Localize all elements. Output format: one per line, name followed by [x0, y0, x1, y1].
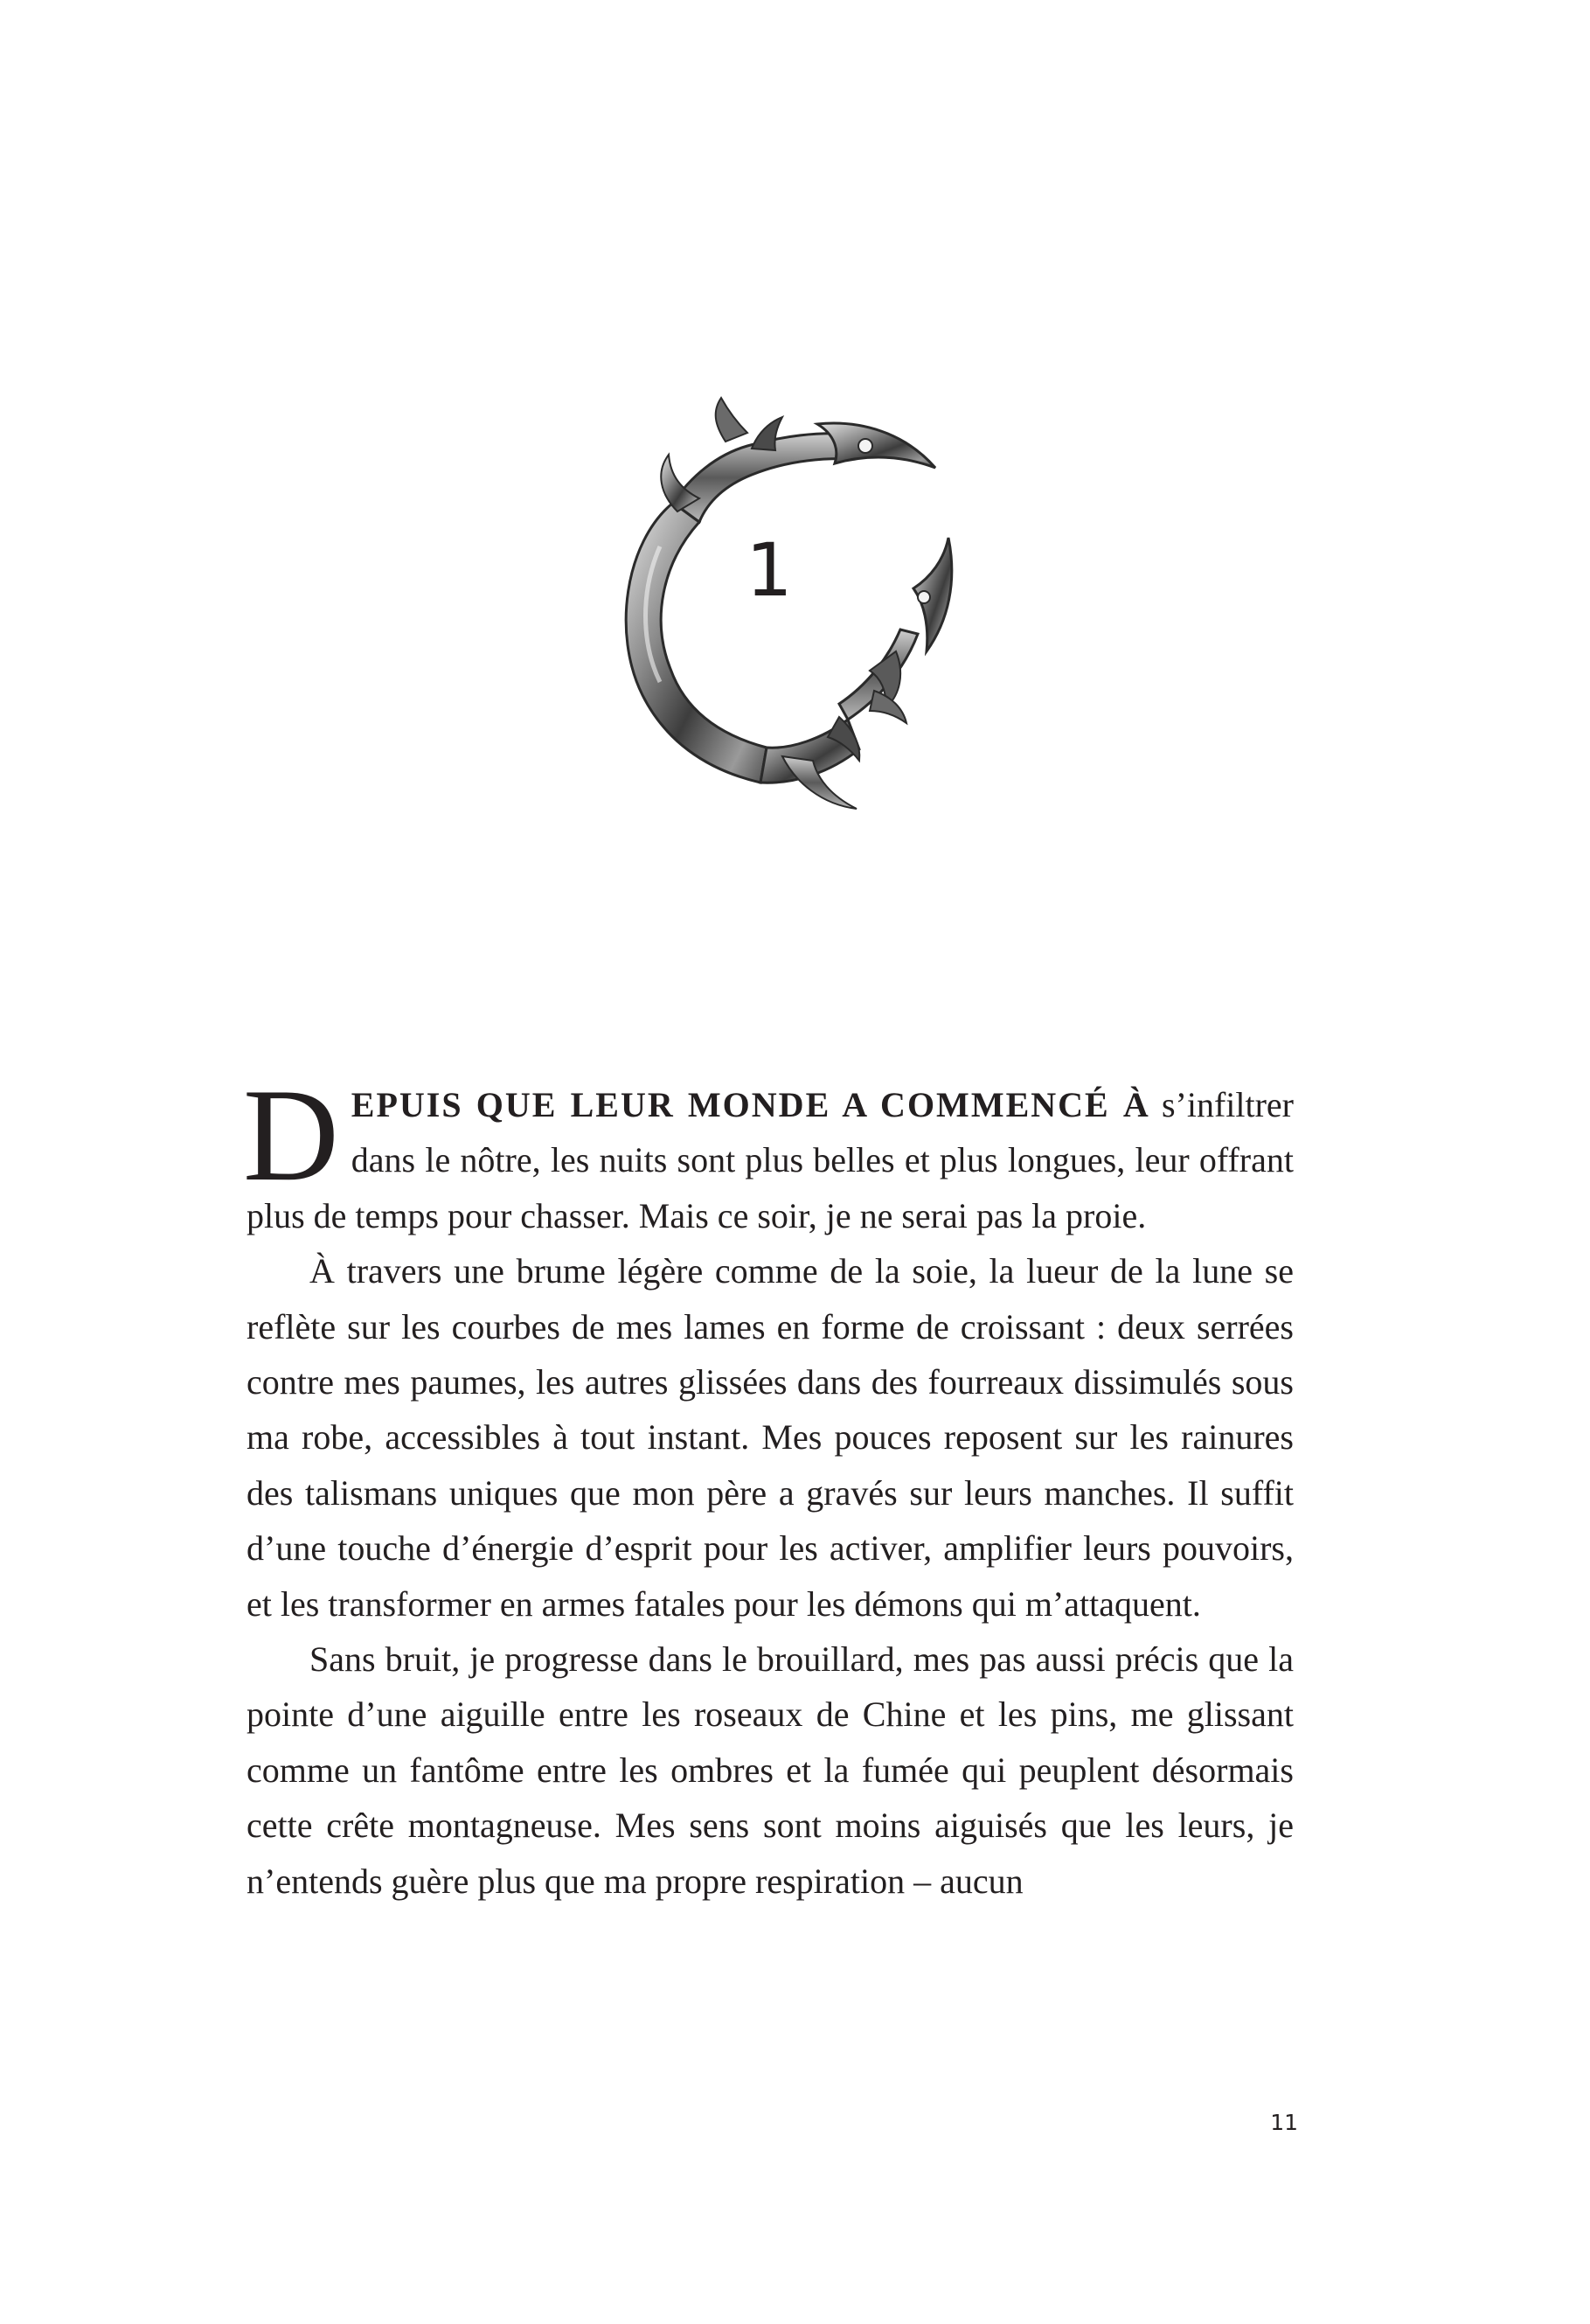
paragraph-1 — [243, 1061, 1294, 1243]
chapter-number: 1 — [746, 527, 793, 613]
paragraph-1-text: s’infiltrer dans le nôtre, les nuits sont plus belles et plus longues, leur offrant plus de temps pour chasser. Mais ce soir, je ne serai pas la proie. — [246, 1085, 1294, 1235]
paragraph-3: Sans bruit, je progresse dans le brouillard, mes pas aussi précis que la pointe d’une aiguille entre les roseaux de Chine et les pins, me glissant comme un fantôme entre les ombres et la fumée qui peuplent désormais cette crête montagneuse. Mes sens sont moins aiguisés que les leurs, je n’entends guère plus que ma propre respiration – aucun — [246, 1639, 1294, 1901]
lead-in-smallcaps: EPUIS QUE LEUR MONDE A COMMENCÉ À — [351, 1085, 1150, 1124]
paragraph-2: À travers une brume légère comme de la soie, la lueur de la lune se reflète sur les courbes de mes lames en forme de croissant : deux serrées contre mes paumes, les autres glissées dans des fourreaux dissimulés sous ma robe, accessibles à tout instant. Mes pouces reposent sur les rainures des talismans uniques que mon père a gravés sur leurs manches. Il suffit d’une touche d’énergie d’esprit pour les activer, amplifier leurs pouvoirs, et les transformer en armes fatales pour les démons qui m’attaquent. — [246, 1251, 1294, 1624]
drop-cap: D — [243, 1061, 339, 1208]
body-text — [243, 1061, 1294, 1909]
page-number: 11 — [1270, 2110, 1298, 2135]
